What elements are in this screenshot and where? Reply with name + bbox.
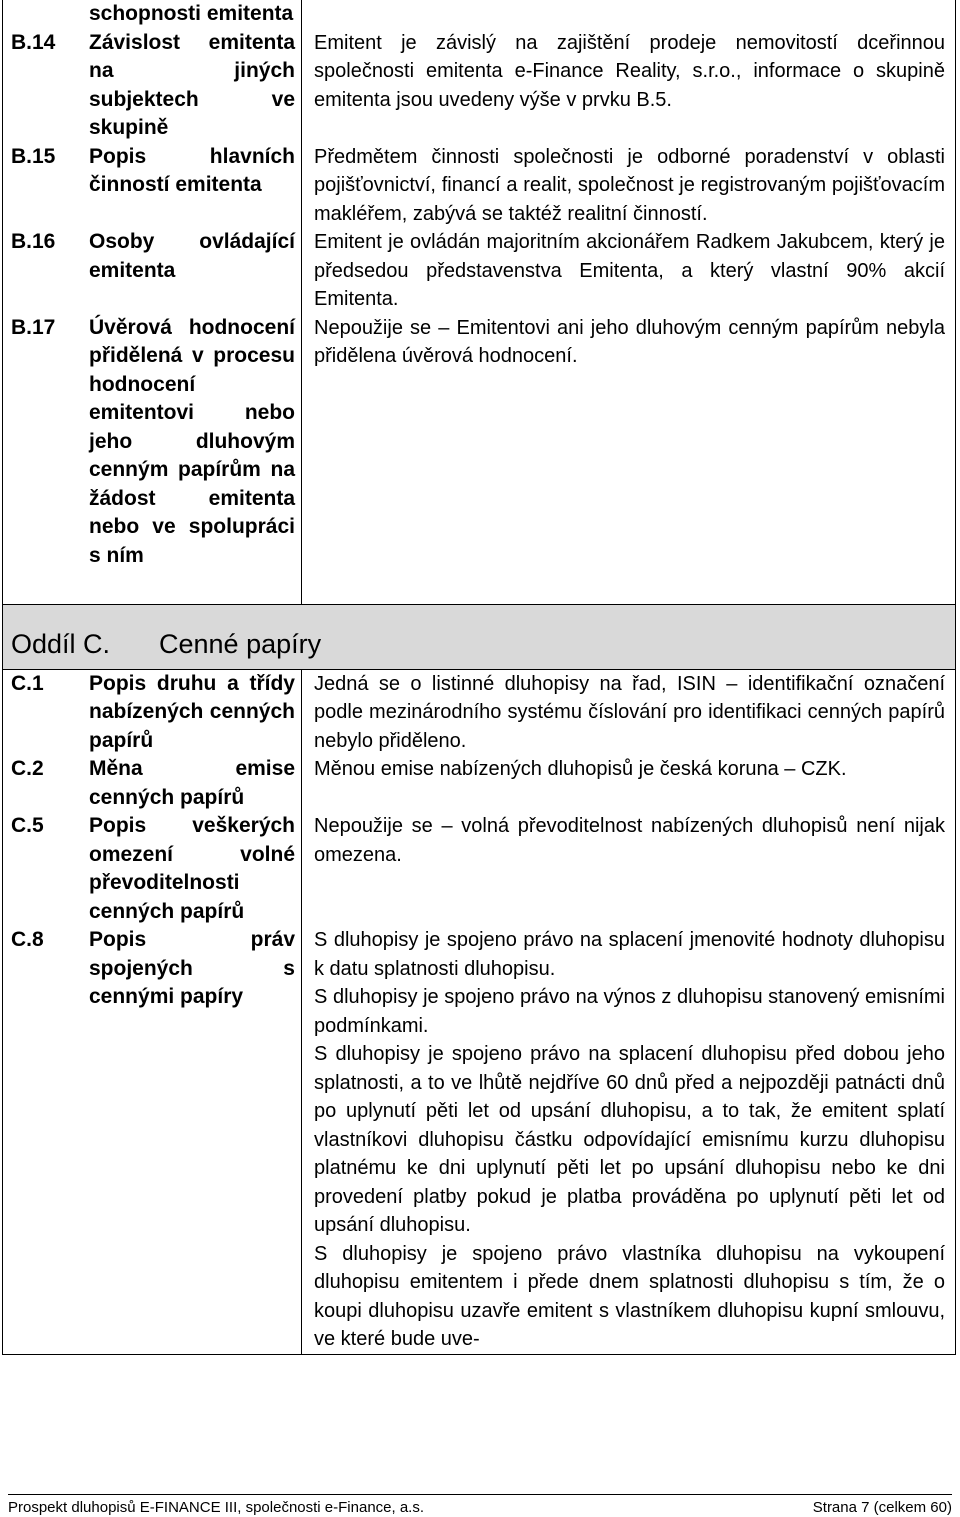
row-code: C.1	[11, 671, 44, 695]
row-body	[301, 314, 955, 604]
row-title: Popis práv spojených s cennými papíry	[89, 928, 295, 1008]
table-row	[3, 755, 955, 812]
row-code: B.16	[11, 230, 56, 253]
table-row	[3, 143, 955, 229]
body-paragraph: S dluhopisy je spojeno právo vlastníka dluhopisu na vykoupení dluhopisu emitentem i přede dnem splatnosti dluhopisu s tím, že o koupi dluhopisu uzavře emitent s vlastníkem dluhopisu kupní smlouvu, ve které bude uve-	[314, 1242, 945, 1350]
document-table	[2, 0, 956, 1355]
row-code: B.14	[11, 30, 56, 54]
section-title: Cenné papíry	[159, 628, 322, 659]
row-code: B.15	[11, 144, 56, 168]
body-paragraph: Emitent je ovládán majoritním akcionářem Radkem Jakubcem, který je předsedou představenstva Emitenta, a který vlastní 90% akcií Emitenta.	[314, 231, 945, 310]
row-body	[301, 29, 955, 143]
footer-page-number: Strana 7 (celkem 60)	[812, 1499, 952, 1516]
row-title: Osoby ovládající emitenta	[89, 230, 295, 282]
body-paragraph: Předmětem činnosti společnosti je odborné poradenství v oblasti pojišťovnictví, financí a realit, společnost je registrovaným pojišťovacím makléřem, zabývá se taktéž realitní činností.	[314, 145, 945, 225]
row-body	[301, 926, 955, 1354]
table-row	[3, 29, 955, 143]
body-paragraph: Emitent je závislý na zajištění prodeje nemovitostí dceřinnou společnosti emitenta e-Finance Reality, s.r.o., informace o skupině emitenta jsou uvedeny výše v prvku B.5.	[314, 31, 945, 111]
row-body	[301, 0, 955, 29]
table-row	[3, 926, 955, 1354]
row-title: Popis hlavních činností emitenta	[89, 144, 295, 196]
body-paragraph: Nepoužije se – volná převoditelnost nabízených dluhopisů není nijak omezena.	[314, 815, 945, 866]
row-title: Závislost emitenta na jiných subjektech ve skupině	[89, 30, 295, 139]
body-paragraph: Měnou emise nabízených dluhopisů je česká koruna – CZK.	[314, 758, 847, 780]
table-row	[3, 812, 955, 926]
body-paragraph: S dluhopisy je spojeno právo na výnos z dluhopisu stanovený emisními podmínkami.	[314, 986, 945, 1037]
row-code: C.2	[11, 757, 44, 780]
table-row	[3, 670, 955, 756]
row-body	[301, 228, 955, 314]
row-code	[3, 0, 83, 29]
row-body	[301, 670, 955, 756]
row-code: B.17	[11, 315, 56, 339]
section-label: Oddíl C.	[11, 628, 111, 659]
row-title: Úvěrová hodnocení přidělená v procesu hodnocení emitentovi nebo jeho dluhovým cenným papírům na žádost emitenta nebo ve spolupráci s ním	[89, 315, 295, 567]
table-row	[3, 0, 955, 29]
page-footer	[8, 1494, 952, 1516]
row-title: Popis druhu a třídy nabízených cenných papírů	[89, 671, 295, 752]
body-paragraph: S dluhopisy je spojeno právo na splacení jmenovité hodnoty dluhopisu k datu splatnosti dluhopisu.	[314, 929, 945, 980]
row-code: C.8	[11, 928, 44, 951]
row-title: Popis veškerých omezení volné převoditelnosti cenných papírů	[89, 814, 295, 923]
body-paragraph: Nepoužije se – Emitentovi ani jeho dluhovým cenným papírům nebyla přidělena úvěrová hodnocení.	[314, 316, 945, 367]
row-code: C.5	[11, 814, 44, 837]
footer-document-title: Prospekt dluhopisů E-FINANCE III, společnosti e-Finance, a.s.	[8, 1499, 425, 1516]
row-body	[301, 755, 955, 812]
row-title: Měna emise cenných papírů	[89, 757, 295, 809]
body-paragraph: S dluhopisy je spojeno právo na splacení dluhopisu před dobou jeho splatnosti, a to ve lhůtě nejdříve 60 dnů před a nejpozději patnácti dnů po uplynutí pěti let od upsání dluhopisu, a to tak, že emitent splatí vlastníkovi dluhopisu částku odpovídající emisnímu kurzu dluhopisu platnému ke dni uplynutí pěti let po upsání dluhopisu nebo ke dni provedení platby pokud je platba prováděna po uplynutí pěti let od upsání dluhopisu.	[314, 1043, 945, 1236]
row-title: schopnosti emitenta	[89, 2, 294, 25]
row-body	[301, 143, 955, 229]
table-row	[3, 228, 955, 314]
table-row	[3, 314, 955, 604]
section-header	[3, 604, 955, 670]
row-body	[301, 812, 955, 926]
body-paragraph: Jedná se o listinné dluhopisy na řad, ISIN – identifikační označení podle mezinárodního systému číslování pro identifikaci cenných papírů nebylo přiděleno.	[314, 672, 945, 752]
